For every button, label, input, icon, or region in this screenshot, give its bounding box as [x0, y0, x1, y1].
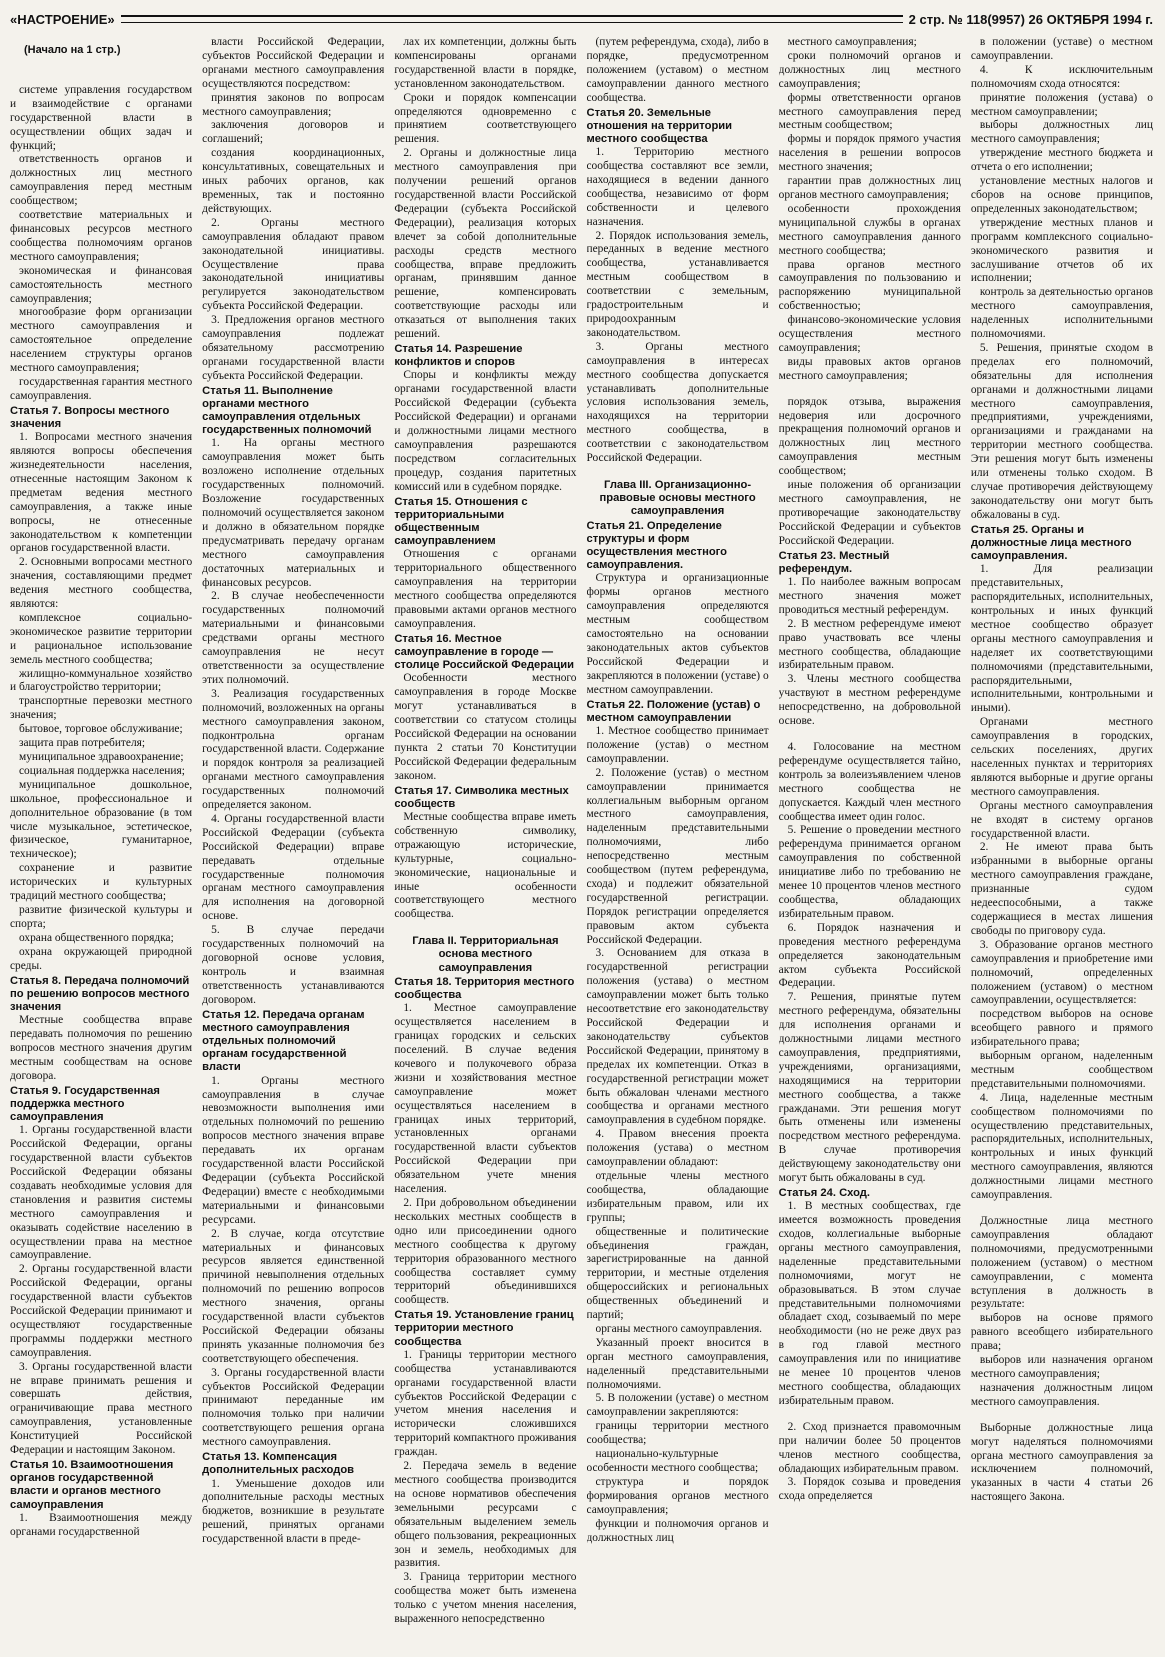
- paragraph: 4. Правом внесения проекта положения (устава) о местном самоуправлении обладают:: [586, 1128, 769, 1169]
- paragraph: 1. На органы местного самоуправления может быть возложено исполнение отдельных государственных полномочий. Возложение государственных полномочий осуществляется законом и должно в обязательном порядке предусматривать передачу органам местного самоуправления достаточных материальных и финансовых ресурсов.: [202, 437, 385, 589]
- text-columns: [10, 36, 1153, 1648]
- issue-info: 2 стр. № 118(9957) 26 ОКТЯБРЯ 1994 г.: [908, 11, 1153, 27]
- paragraph: многообразие форм организации местного самоуправления и самостоятельное определение населением структуры органов местного самоуправления;: [10, 306, 193, 375]
- chapter-heading: Глава II. Территориальная основа местного самоуправления: [412, 935, 559, 974]
- paragraph: бытовое, торговое обслуживание;: [19, 723, 183, 736]
- paragraph: 3. Граница территории местного сообщества может быть изменена только с учетом мнения населения, выраженного непосредственно: [394, 1571, 577, 1626]
- paragraph: контроль за деятельностью органов местного самоуправления, наделенных исполнительными полномочиями.: [970, 286, 1153, 341]
- paragraph: 2. Основными вопросами местного значения, составляющими предмет ведения местного сообщества, являются:: [10, 556, 193, 611]
- paragraph: границы территории местного сообщества;: [586, 1420, 769, 1447]
- paragraph: 3. Основанием для отказа в государственной регистрации положения (устава) о местном самоуправлении может быть только несоответствие его законодательству Российской Федерации и законодательству субъектов Российской Федерации, принятому в пределах их компетенции. Отказ в государственной регистрации может быть обжалован членами местного сообщества и органами местного самоуправления в судебном порядке.: [586, 947, 769, 1127]
- paragraph: 1. Местное сообщество принимает положение (устав) о местном самоуправлении.: [586, 724, 769, 765]
- paragraph: финансово-экономические условия осуществления местного самоуправления;: [778, 314, 961, 354]
- paragraph: экономическая и финансовая самостоятельность местного самоуправления;: [10, 264, 193, 305]
- article-heading: Статья 14. Разрешение конфликтов и споров: [394, 342, 523, 369]
- paragraph: принятия законов по вопросам местного самоуправления;: [202, 91, 385, 118]
- paragraph: общественные и политические объединения граждан, зарегистрированные на данной территории, и местные отделения общероссийских и региональных общественных объединений и партий;: [586, 1225, 769, 1322]
- paragraph: создания координационных, консультативных, совещательных и иных рабочих органов, как временных, так и постоянно действующих.: [202, 147, 385, 215]
- paragraph: Споры и конфликты между органами государственной власти Российской Федерации (субъекта Российской Федерации) и органами и должностными лицами местного самоуправления разрешаются посредством согласительных процедур, создания паритетных комиссий или в судебном порядке.: [394, 369, 577, 493]
- spacer: [779, 729, 961, 741]
- article-heading: Статья 8. Передача полномочий по решению вопросов местного значения: [10, 974, 190, 1013]
- paragraph: посредством выборов на основе всеобщего равного и прямого избирательного права;: [970, 1008, 1153, 1049]
- spacer: [779, 384, 961, 396]
- paragraph: Выборные должностные лица могут наделяться полномочиями органа местного самоуправления за исключением полномочий, указанных в части 4 статьи 26 настоящего Закона.: [970, 1421, 1153, 1504]
- paragraph: 4. К исключительным полномочиям схода относятся:: [970, 63, 1153, 90]
- paragraph: 5. Решение о проведении местного референдума принимается органом самоуправления по собственной инициативе либо по требованию не менее 10 процентов членов местного сообщества, обладающих избирательным правом.: [778, 824, 961, 920]
- article-heading: Статья 20. Земельные отношения на территории местного сообщества: [586, 106, 733, 145]
- paragraph: Структура и организационные формы органов местного самоуправления определяются местным сообществом самостоятельно на основании законодательных актов субъектов Российской Федерации и закрепляются в положении (уставе) о местном самоуправлении.: [586, 572, 769, 696]
- paragraph: утверждение местного бюджета и отчета о его исполнении;: [970, 147, 1153, 174]
- paragraph: иные положения об организации местного самоуправления, не противоречащие законодательству Российской Федерации и субъектов Российской Федерации.: [778, 479, 961, 547]
- paragraph: 5. В случае передачи государственных полномочий на договорной основе условия, контроль и взаимная ответственность устанавливаются договором.: [202, 924, 385, 1006]
- paragraph: лах их компетенции, должны быть компенсированы органами государственной власти в порядке, установленном законодательством.: [394, 36, 577, 90]
- paragraph: 3. Органы государственной власти не вправе принимать решения и совершать действия, ограничивающие права местного самоуправления, установленные Конституцией Российской Федерации и настоящим Законом.: [10, 1360, 193, 1457]
- paragraph: 1. Вопросами местного значения являются вопросы обеспечения жизнедеятельности населения, отнесенные настоящим Законом к предметам ведения местного самоуправления, а также иные вопросы, не отнесенные законодательством к компетенции органов государственной власти.: [10, 431, 193, 555]
- paragraph: структура и порядок формирования органов местного самоуправления;: [586, 1475, 769, 1516]
- paragraph: системе управления государством и взаимодействие с органами государственной власти в осуществлении общих задач и функций;: [10, 83, 193, 152]
- paragraph: 3. Органы местного самоуправления в интересах местного сообщества допускается устанавливать дополнительные условия использования земель, находящихся на территории местного сообщества, в соответствии с законодательством Российской Федерации.: [586, 340, 769, 465]
- paragraph: 2. Передача земель в ведение местного сообщества производится на основе нормативов обеспечения земельными ресурсами с обязательным выделением земель общего пользования, рекреационных зон и земель, необходимых для развития.: [394, 1460, 577, 1570]
- paragraph: Сроки и порядок компенсации определяются одновременно с принятием соответствующего решения.: [394, 91, 577, 146]
- text-column-3: [394, 36, 576, 1648]
- article-heading: Статья 17. Символика местных сообществ: [394, 784, 569, 810]
- text-column-5: [779, 36, 961, 1648]
- paragraph: 4. Органы государственной власти Российской Федерации (субъекта Российской Федерации) вправе передавать отдельные государственные полномочия органам местного самоуправления для исполнения на договорной основе.: [202, 812, 385, 923]
- paragraph: охрана окружающей природной среды.: [10, 945, 193, 972]
- paragraph: соответствие материальных и финансовых ресурсов местного сообщества полномочиям органов местного самоуправления;: [10, 209, 193, 263]
- paragraph: (путем референдума, схода), либо в порядке, предусмотренном положением (уставом) о местном самоуправлении данного местного сообщества.: [586, 36, 769, 104]
- paragraph: сроки полномочий органов и должностных лиц местного самоуправления;: [778, 49, 961, 90]
- paragraph: 1. Территорию местного сообщества составляют все земли, находящиеся в ведении данного сообщества, независимо от форм собственности и целевого назначения.: [586, 146, 769, 228]
- paragraph: 1. По наиболее важным вопросам местного значения может проводиться местный референдум.: [778, 576, 961, 616]
- paragraph: 2. Положение (устав) о местном самоуправлении принимается коллегиальным выборным органом местного самоуправления, наделенным представительными полномочиями, либо непосредственно местным сообществом (путем референдума, схода) и подлежит обязательной государственной регистрации. Порядок регистрации определяется правовым актом субъекта Российской Федерации.: [586, 766, 769, 946]
- spacer: [394, 922, 576, 934]
- paragraph: 2. В случае необеспеченности государственных полномочий материальными и финансовыми средствами органы местного самоуправления не несут ответственности за осуществление этих полномочий.: [202, 590, 385, 686]
- paragraph: 3. Члены местного сообщества участвуют в местном референдуме непосредственно, на добровольной основе.: [778, 673, 961, 728]
- paragraph: 2. Органы государственной власти Российской Федерации, органы государственной власти субъектов Российской Федерации принимают и осуществляют государственные программы поддержки местного самоуправления.: [10, 1263, 193, 1359]
- paragraph: выборов на основе прямого равного всеобщего избирательного права;: [970, 1312, 1153, 1353]
- paragraph: 2. Органы и должностные лица местного самоуправления при получении решений органов государственной власти Российской Федерации (субъекта Российской Федерации), реализация которых влечет за собой дополнительные расходы средств местного сообщества, вправе предложить органам, принявшим данное решение, компенсировать соответствующие расходы или отказаться от выполнения таких решений.: [394, 147, 577, 341]
- paragraph: функции и полномочия органов и должностных лиц: [586, 1517, 769, 1544]
- paragraph: 1. Местное самоуправление осуществляется населением в границах городских и сельских поселений. В случае ведения кочевого и полукочевого образа жизни и хозяйствования местное самоуправление может осуществляться населением в границах иных территорий, установленных органами государственной власти субъектов Российской Федерации при обязательном учете мнения населения.: [394, 1002, 577, 1196]
- paragraph: 5. Решения, принятые сходом в пределах его полномочий, обязательны для исполнения органами и должностными лицами местного самоуправления, предприятиями, учреждениями, организациями и гражданами на территории местного сообщества. Эти решения могут быть изменены или отменены только сходом. В случае противоречия действующему законодательству они могут быть обжалованы в суд.: [970, 341, 1153, 521]
- paragraph: 2. При добровольном объединении нескольких местных сообществ в одно или присоединении одного местного сообщества к другому территория образованного местного сообщества составляет сумму территорий объединившихся сообществ.: [394, 1196, 577, 1307]
- paragraph: социальная поддержка населения;: [19, 764, 185, 777]
- paragraph: Особенности местного самоуправления в городе Москве могут устанавливаться в соответствии со статусом столицы Российской Федерации на основании пункта 2 статьи 70 Конституции Российской Федерации федеральным законом.: [394, 672, 577, 782]
- paragraph: 3. Предложения органов местного самоуправления подлежат обязательному рассмотрению органами государственной власти субъекта Российской Федерации.: [202, 314, 385, 382]
- paragraph: назначения должностным лицом местного самоуправления.: [970, 1381, 1153, 1408]
- paragraph: государственная гарантия местного самоуправления.: [10, 375, 193, 402]
- paragraph: 3. Образование органов местного самоуправления и приобретение ими полномочий, определенных положением (уставом) о местном самоуправлении, осуществляется:: [970, 938, 1153, 1007]
- paragraph: муниципальное дошкольное, школьное, профессиональное и дополнительное образование (в том числе музыкальное, эстетическое, физическое, гуманитарное, техническое);: [10, 778, 193, 861]
- article-heading: Статья 7. Вопросы местного значения: [10, 404, 170, 430]
- paragraph: 2. Органы местного самоуправления обладают правом законодательной инициативы. Осуществление права законодательной инициативы регулируется законодательством субъекта Российской Федерации.: [202, 216, 385, 313]
- paragraph: Местные сообщества вправе передавать полномочия по решению вопросов местного значения другим местным сообществам на основе договора.: [10, 1014, 193, 1082]
- spacer: [587, 466, 769, 478]
- paragraph: выборы должностных лиц местного самоуправления;: [970, 119, 1153, 146]
- paragraph: сохранение и развитие исторических и культурных традиций местного сообщества;: [10, 862, 193, 903]
- paragraph: органы местного самоуправления.: [595, 1322, 763, 1335]
- spacer: [971, 1203, 1153, 1215]
- spacer: [779, 1409, 961, 1421]
- paragraph: 1. Границы территории местного сообщества устанавливаются органами государственной власти субъектов Российской Федерации с учетом мнения населения и исторически сложившихся территорий компактного проживания граждан.: [394, 1348, 577, 1459]
- paragraph: 1. В местных сообществах, где имеется возможность проведения сходов, коллегиальные выборные органы местного самоуправления, наделенные представительными полномочиями, могут не образовываться. В этом случае представительными полномочиями обладает сход, созываемый по мере необходимости (но не реже двух раз в год главой местного самоуправления или по инициативе не менее 10 процентов членов местного сообщества, обладающих избирательным правом.: [778, 1200, 961, 1407]
- article-heading: Статья 10. Взаимоотношения органов государственной власти и органов местного самоуправления: [10, 1459, 174, 1511]
- article-heading: Статья 11. Выполнение органами местного самоуправления отдельных государственных полномочий: [202, 384, 372, 437]
- paragraph: жилищно-коммунальное хозяйство и благоустройство территории;: [10, 667, 193, 694]
- article-heading: Статья 18. Территория местного сообщества: [394, 975, 575, 1002]
- paragraph: 3. Порядок созыва и проведения схода определяется: [778, 1476, 961, 1503]
- paragraph: установление местных налогов и сборов на основе принципов, определенных законодательством;: [970, 175, 1153, 215]
- paragraph: 6. Порядок назначения и проведения местного референдума определяется законодательным актом субъекта Российской Федерации.: [778, 921, 961, 990]
- paragraph: формы ответственности органов местного самоуправления перед местным сообществом;: [778, 91, 961, 132]
- continued-note: (Начало на 1 стр.): [24, 44, 121, 56]
- paragraph: 4. Лица, наделенные местным сообществом полномочиями по осуществлению представительных, распорядительных, исполнительных, контрольных и иных функций местного самоуправления, являются должностными лицами местного самоуправления.: [970, 1091, 1153, 1202]
- paragraph: Местные сообщества вправе иметь собственную символику, отражающую исторические, культурные, социально-экономические, национальные и иные особенности соответствующего местного сообщества.: [394, 811, 577, 921]
- paragraph: виды правовых актов органов местного самоуправления;: [778, 355, 961, 382]
- paragraph: порядок отзыва, выражения недоверия или досрочного прекращения полномочий органов и должностных лиц местного самоуправления местным сообществом;: [778, 395, 961, 478]
- article-heading: Статья 16. Местное самоуправление в городе — столице Российской Федерации: [394, 632, 574, 672]
- paragraph: охрана общественного порядка;: [19, 931, 174, 944]
- paragraph: 2. В случае, когда отсутствие материальных и финансовых ресурсов является единственной причиной невыполнения отдельных полномочий по решению вопросов местного значения, органы государственной власти субъектов Российской Федерации обязаны принять указанные полномочия без соответствующего обеспечения.: [202, 1227, 385, 1365]
- paragraph: 1. Для реализации представительных, распорядительных, исполнительных, контрольных и иных функций местное сообщество образует органы местного самоуправления и наделяет их соответствующими полномочиями (представительными, распорядительными, исполнительными, контрольными и иными).: [970, 563, 1153, 715]
- paragraph: развитие физической культуры и спорта;: [10, 903, 193, 930]
- article-heading: Статья 23. Местный референдум.: [778, 549, 890, 575]
- paragraph: ответственность органов и должностных лиц местного самоуправления перед местным сообществом;: [10, 153, 193, 208]
- paragraph: 1. Органы государственной власти Российской Федерации, органы государственной власти субъектов Российской Федерации обязаны создавать необходимые условия для становления и развития системы местного самоуправления и оказывать содействие населению в осуществлении права на местное самоуправление.: [10, 1124, 193, 1262]
- paragraph: 1. Органы местного самоуправления в случае невозможности выполнения ими отдельных полномочий по решению вопросов местного значения вправе передавать их органам государственной власти Российской Федерации (субъекта Российской Федерации) вместе с необходимыми материальными и финансовыми ресурсами.: [202, 1074, 385, 1226]
- article-heading: Статья 25. Органы и должностные лица местного самоуправления.: [970, 523, 1132, 563]
- paragraph: формы и порядок прямого участия населения в решении вопросов местного значения;: [778, 133, 961, 174]
- paragraph: Отношения с органами территориального общественного самоуправления на территории местного сообщества определяются правовыми актами органов местного самоуправления.: [394, 548, 577, 630]
- paragraph: в положении (уставе) о местном самоуправлении.: [970, 36, 1153, 62]
- paragraph: 2. Сход признается правомочным при наличии более 50 процентов членов местного сообщества, обладающих избирательным правом.: [778, 1420, 961, 1475]
- paragraph: 4. Голосование на местном референдуме осуществляется тайно, контроль за волеизъявлением членов местного сообщества не допускается. Каждый член местного сообщества имеет один голос.: [778, 741, 961, 823]
- paragraph: комплексное социально-экономическое развитие территории и рациональное использование земель местного сообщества;: [10, 611, 193, 666]
- paragraph: 3. Реализация государственных полномочий, возложенных на органы местного самоуправления законом, подконтрольна органам государственной власти. Содержание и порядок контроля за реализацией органами местного самоуправления государственных полномочий определяется законом.: [202, 687, 385, 812]
- header-rule: [121, 15, 903, 23]
- article-heading: Статья 15. Отношения с территориальными общественным самоуправлением: [394, 495, 528, 548]
- paragraph: 2. Не имеют права быть избранными в выборные органы местного самоуправления граждане, признанные судом недееспособными, а также содержащиеся в местах лишения свободы по приговору суда.: [970, 841, 1153, 937]
- paragraph: 7. Решения, принятые путем местного референдума, обязательны для исполнения органами и должностными лицами местного самоуправления, предприятиями, учреждениями, организациями, находящимися на территории местного сообщества, а также гражданами. Эти решения могут быть отменены или изменены посредством местного референдума. В случае противоречия действующему законодательству они могут быть обжалованы в суд.: [778, 991, 961, 1185]
- paragraph: особенности прохождения муниципальной службы в органах местного самоуправления данного местного сообщества;: [778, 202, 961, 257]
- paragraph: национально-культурные особенности местного сообщества;: [586, 1448, 759, 1474]
- spacer: [971, 1410, 1153, 1422]
- paragraph: Указанный проект вносится в орган местного самоуправления, наделенный представительными полномочиями.: [586, 1336, 769, 1391]
- article-heading: Статья 22. Положение (устав) о местном самоуправлении: [586, 698, 761, 724]
- page-header: [10, 8, 1153, 30]
- article-heading: Статья 24. Сход.: [778, 1187, 871, 1199]
- text-column-1: [10, 36, 192, 1648]
- article-heading: Статья 19. Установление границ территории местного сообщества: [394, 1309, 574, 1348]
- paragraph: Органы местного самоуправления не входят в систему органов государственной власти.: [970, 799, 1153, 840]
- paragraph: 3. Органы государственной власти субъектов Российской Федерации принимают переданные им полномочия только при наличии соответствующего решения органа местного самоуправления.: [202, 1366, 385, 1449]
- section-title: «НАСТРОЕНИЕ»: [10, 11, 115, 27]
- paragraph: 1. Уменьшение доходов или дополнительные расходы местных бюджетов, возникшие в результате решений, принятых органами государственной власти в преде-: [202, 1477, 385, 1546]
- paragraph: 5. В положении (уставе) о местном самоуправлении закрепляются:: [586, 1392, 769, 1419]
- paragraph: гарантии прав должностных лиц органов местного самоуправления;: [778, 175, 961, 201]
- paragraph: власти Российской Федерации, субъектов Российской Федерации и органами местного самоуправления осуществляются посредством:: [202, 36, 385, 90]
- paragraph: Должностные лица местного самоуправления обладают полномочиями, предусмотренными положением (уставом) о местном самоуправлении, с момента вступления в должность в результате:: [970, 1215, 1153, 1311]
- article-heading: Статья 9. Государственная поддержка местного самоуправления: [10, 1084, 160, 1124]
- text-column-2: [202, 36, 384, 1648]
- paragraph: выборов или назначения органом местного самоуправления;: [970, 1354, 1153, 1380]
- text-column-4: [587, 36, 769, 1648]
- paragraph: местного самоуправления;: [787, 36, 917, 48]
- text-column-6: [971, 36, 1153, 1648]
- paragraph: выборным органом, наделенным местным сообществом представительными полномочиями.: [970, 1050, 1153, 1090]
- paragraph: отдельные члены местного сообщества, обладающие избирательным правом, или их группы;: [586, 1169, 769, 1224]
- paragraph: муниципальное здравоохранение;: [19, 751, 184, 763]
- paragraph: утверждение местных планов и программ комплексного социально-экономического развития и заслушивание отчетов об их исполнении;: [970, 216, 1153, 285]
- paragraph: принятие положения (устава) о местном самоуправлении;: [970, 91, 1153, 118]
- paragraph: защита прав потребителя;: [19, 737, 146, 750]
- article-heading: Статья 21. Определение структуры и форм осуществления местного самоуправления.: [586, 519, 728, 572]
- paragraph: 1. Взаимоотношения между органами государственной: [10, 1511, 193, 1538]
- article-heading: Статья 13. Компенсация дополнительных расходов: [202, 1451, 355, 1477]
- paragraph: заключения договоров и соглашений;: [202, 119, 385, 146]
- paragraph: Органами местного самоуправления в городских, сельских поселениях, других населенных пунктах и территориях являются выборные и другие органы местного самоуправления.: [970, 716, 1153, 798]
- article-heading: Статья 12. Передача органам местного самоуправления отдельных полномочий органам государственной власти: [202, 1008, 365, 1074]
- paragraph: 2. В местном референдуме имеют право участвовать все члены местного сообщества, обладающие избирательным правом.: [778, 617, 961, 672]
- paragraph: 2. Порядок использования земель, переданных в ведение местного сообщества, устанавливается местным сообществом в соответствии с земельным, градостроительным и природоохранным законодательством.: [586, 229, 769, 339]
- chapter-heading: Глава III. Организационно-правовые основы местного самоуправления: [599, 478, 756, 518]
- paragraph: права органов местного самоуправления по пользованию и распоряжению муниципальной собственностью;: [778, 258, 961, 313]
- paragraph: транспортные перевозки местного значения;: [10, 695, 193, 722]
